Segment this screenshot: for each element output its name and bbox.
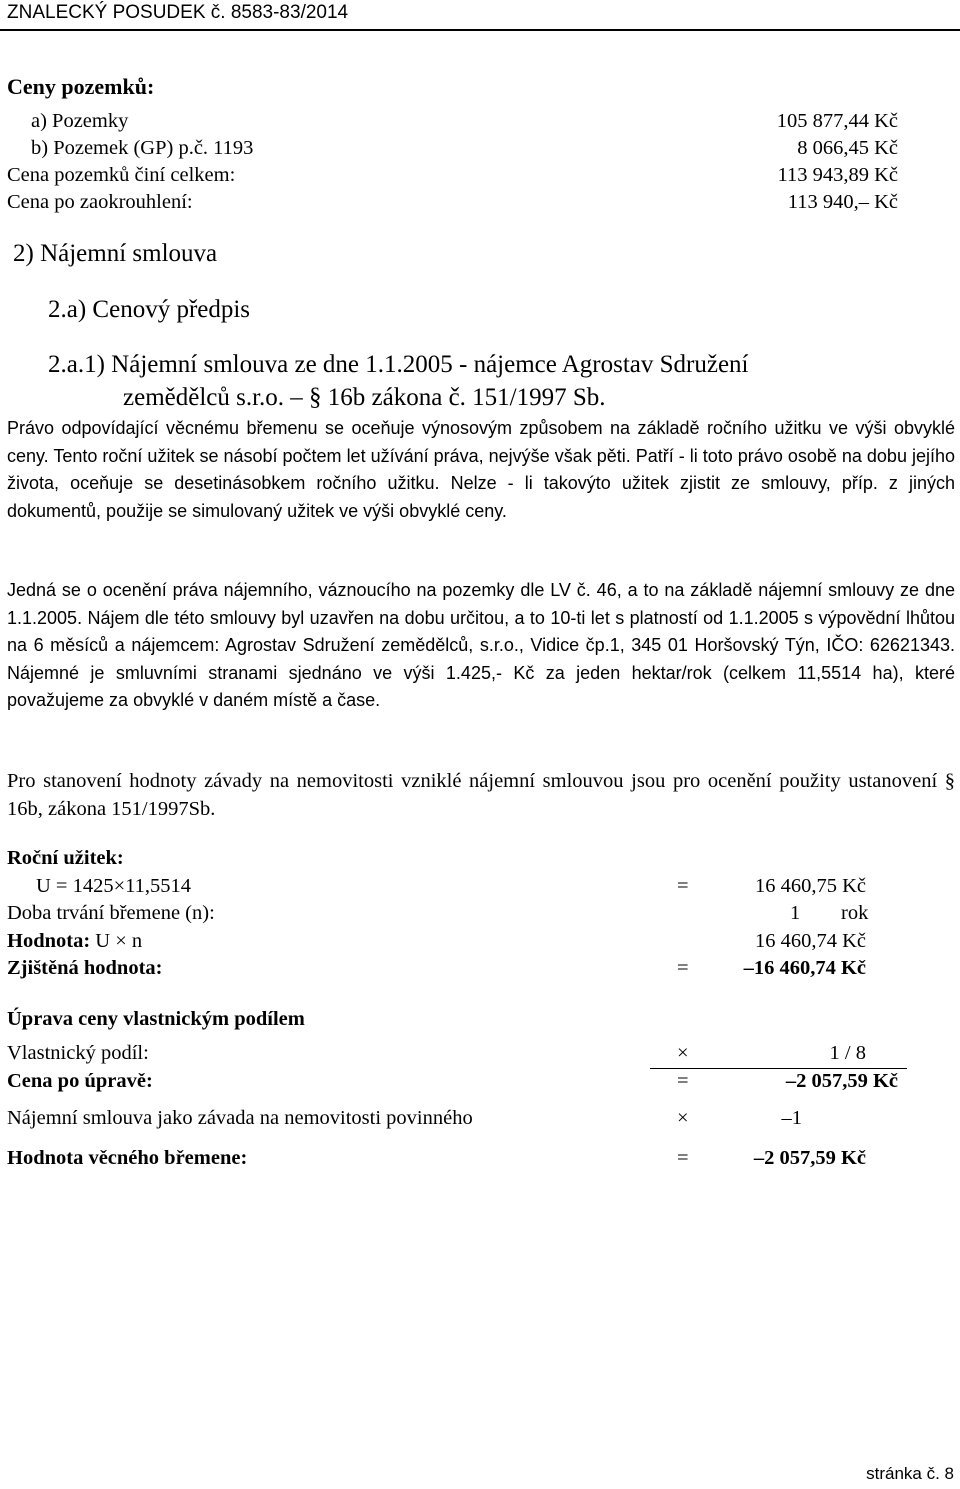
land-item-value: 105 877,44 Kč bbox=[776, 110, 898, 132]
value-label: Hodnota: bbox=[7, 930, 91, 952]
land-item-label: a) Pozemky bbox=[31, 110, 129, 132]
duration-unit: rok bbox=[841, 902, 869, 924]
paragraph-valuation-basis: Pro stanovení hodnoty závady na nemovitosti vzniklé nájemní smlouvou jsou pro ocenění použity ustanovení § 16b, zákona 151/1997Sb. bbox=[7, 770, 955, 820]
subsubsection-title-line2: zemědělců s.r.o. – § 16b zákona č. 151/1997 Sb. bbox=[123, 384, 606, 411]
header-divider bbox=[0, 29, 960, 31]
page-number: stránka č. 8 bbox=[866, 1464, 954, 1483]
adjusted-price-value: –2 057,59 Kč bbox=[785, 1070, 898, 1092]
multiply-sign: × bbox=[677, 1042, 689, 1064]
equals-sign: = bbox=[677, 875, 689, 897]
land-rounded-value: 113 940,– Kč bbox=[787, 191, 898, 213]
lease-burden-value: –1 bbox=[781, 1107, 802, 1129]
land-rounded-label: Cena po zaokrouhlení: bbox=[7, 191, 193, 213]
lease-burden-label: Nájemní smlouva jako závada na nemovitosti povinného bbox=[7, 1107, 473, 1129]
multiply-sign: × bbox=[677, 1107, 689, 1129]
duration-label: Doba trvání břemene (n): bbox=[7, 902, 215, 924]
land-item-value: 8 066,45 Kč bbox=[797, 137, 898, 159]
subsubsection-title-line1: 2.a.1) Nájemní smlouva ze dne 1.1.2005 - nájemce Agrostav Sdružení bbox=[48, 351, 749, 378]
found-value-label: Zjištěná hodnota: bbox=[7, 957, 163, 979]
equals-sign: = bbox=[677, 1070, 689, 1092]
annual-yield-value: 16 460,75 Kč bbox=[754, 875, 866, 897]
equals-sign: = bbox=[677, 957, 689, 979]
equals-sign: = bbox=[677, 1147, 689, 1169]
ownership-share-value: 1 / 8 bbox=[829, 1042, 866, 1064]
value-formula-label bbox=[7, 930, 142, 953]
annual-yield-formula: U = 1425×11,5514 bbox=[36, 875, 192, 897]
land-prices-heading: Ceny pozemků: bbox=[7, 74, 155, 99]
easement-value-label: Hodnota věcného břemene: bbox=[7, 1147, 248, 1169]
share-adjustment-heading: Úprava ceny vlastnickým podílem bbox=[7, 1008, 305, 1030]
paragraph-legal-basis: Právo odpovídající věcnému břemenu se oceňuje výnosovým způsobem na základě ročního užitku ve výši obvyklé ceny. Tento roční užitek se násobí počtem let užívání práva, nejvýše však pěti. Patří - li toto právo osobě na dobu jejího života, oceňuje se desetinásobkem ročního užitku. Nelze - li takovýto užitek zjistit ze smlouvy, příp. z jiných dokumentů, použije se simulovaný užitek ve výši obvyklé ceny. bbox=[7, 418, 955, 521]
land-item-label: b) Pozemek (GP) p.č. 1193 bbox=[31, 137, 254, 159]
annual-yield-heading: Roční užitek: bbox=[7, 847, 124, 869]
value-amount: 16 460,74 Kč bbox=[754, 930, 866, 952]
land-total-label: Cena pozemků činí celkem: bbox=[7, 164, 236, 186]
adjusted-price-label: Cena po úpravě: bbox=[7, 1070, 153, 1092]
ownership-share-label: Vlastnický podíl: bbox=[7, 1042, 149, 1064]
value-formula: U × n bbox=[90, 930, 143, 952]
section-title: 2) Nájemní smlouva bbox=[13, 240, 218, 267]
subsection-title: 2.a) Cenový předpis bbox=[48, 296, 251, 323]
duration-number: 1 bbox=[790, 902, 801, 924]
paragraph-lease-description: Jedná se o ocenění práva nájemního, váznoucího na pozemky dle LV č. 46, a to na základě nájemní smlouvy ze dne 1.1.2005. Nájem dle této smlouvy byl uzavřen na dobu určitou, a to 10-ti let s platností od 1.1.2005 s výpovědní lhůtou na 6 měsíců a nájemcem: Agrostav Sdružení zemědělců, s.r.o., Vidice čp.1, 345 01 Horšovský Týn, IČO: 62621343. Nájemné je smluvními stranami sjednáno ve výši 1.425,- Kč za jeden hektar/rok (celkem 11,5514 ha), které považujeme za obvyklé v daném místě a čase. bbox=[7, 580, 955, 710]
land-total-value: 113 943,89 Kč bbox=[777, 164, 898, 186]
sum-underline bbox=[650, 1068, 907, 1069]
document-header-title: ZNALECKÝ POSUDEK č. 8583-83/2014 bbox=[7, 2, 349, 23]
easement-value-amount: –2 057,59 Kč bbox=[753, 1147, 866, 1169]
found-value-amount: –16 460,74 Kč bbox=[743, 957, 866, 979]
